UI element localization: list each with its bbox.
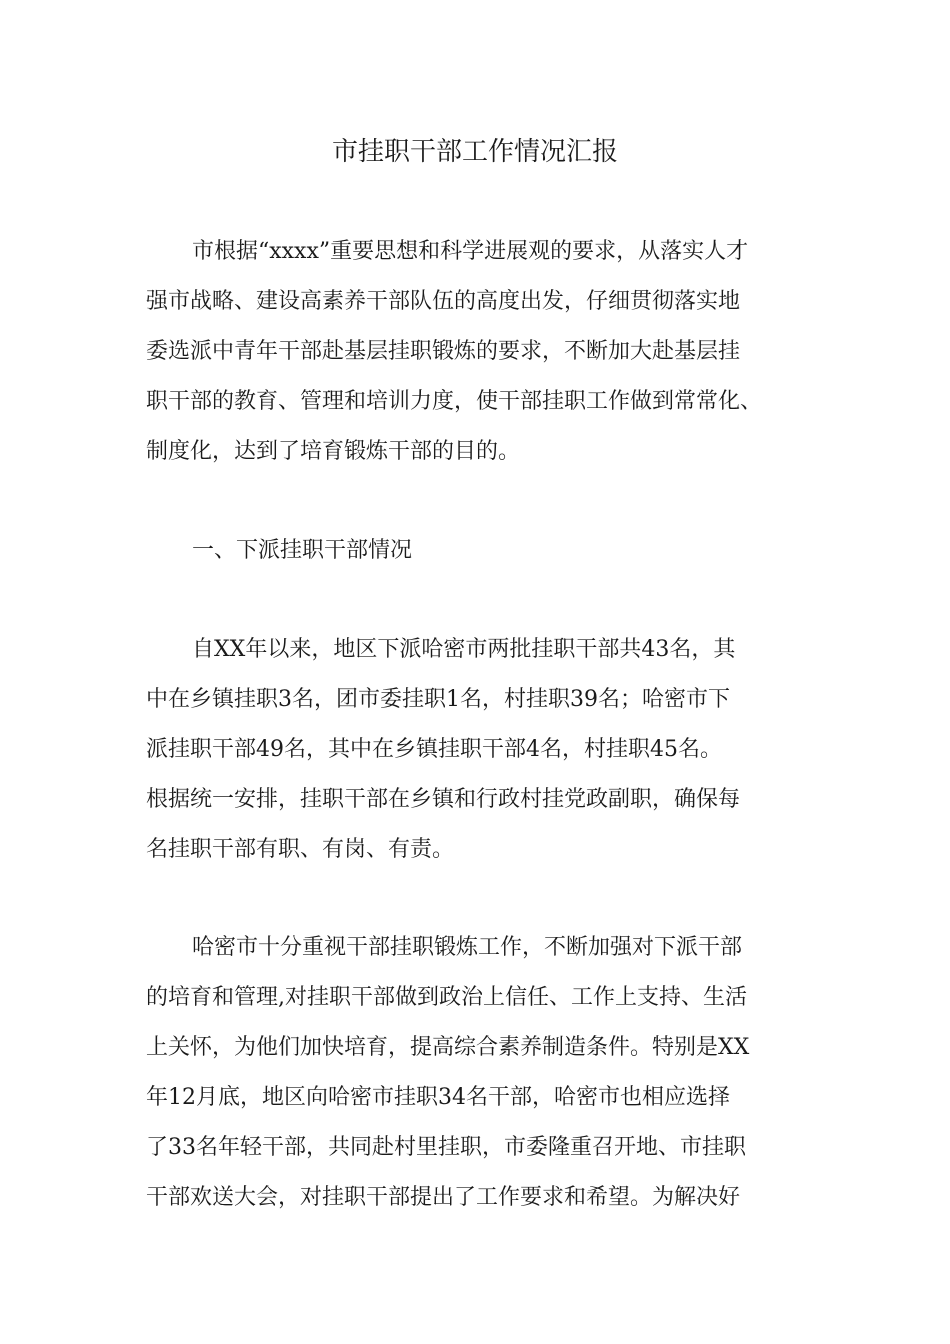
text-line: 年12月底，地区向哈密市挂职34名干部，哈密市也相应选择 (146, 1085, 730, 1110)
text-line: 干部欢送大会，对挂职干部提出了工作要求和希望。为解决好 (146, 1185, 741, 1210)
text-line: 了33名年轻干部，共同赴村里挂职，市委隆重召开地、市挂职 (146, 1135, 746, 1160)
text-line: 中在乡镇挂职3名，团市委挂职1名，村挂职39名；哈密市下 (146, 687, 730, 712)
text-line: 根据统一安排，挂职干部在乡镇和行政村挂党政副职，确保每 (146, 787, 741, 812)
text-line: 自XX年以来，地区下派哈密市两批挂职干部共43名，其 (192, 637, 736, 662)
text-line: 派挂职干部49名，其中在乡镇挂职干部4名，村挂职45名。 (146, 737, 722, 762)
text-line: 名挂职干部有职、有岗、有责。 (146, 837, 455, 862)
paragraph-cadre-stats (146, 625, 826, 875)
text-line: 哈密市十分重视干部挂职锻炼工作，不断加强对下派干部 (192, 935, 743, 960)
text-line: 职干部的教育、管理和培训力度，使干部挂职工作做到常常化、 (146, 389, 763, 414)
section-heading (146, 526, 826, 576)
section-heading-text: 一、下派挂职干部情况 (192, 538, 413, 563)
text-line: 市根据“xxxx”重要思想和科学进展观的要求，从落实人才 (192, 239, 749, 264)
text-line: 制度化，达到了培育锻炼干部的目的。 (146, 439, 521, 464)
paragraph-intro (146, 227, 826, 477)
text-line: 委选派中青年干部赴基层挂职锻炼的要求，不断加大赴基层挂 (146, 339, 741, 364)
paragraph-management (146, 923, 826, 1223)
document-title: 市挂职干部工作情况汇报 (331, 137, 618, 167)
text-line: 上关怀，为他们加快培育，提高综合素养制造条件。特别是XX (146, 1035, 750, 1060)
text-line: 的培育和管理,对挂职干部做到政治上信任、工作上支持、生活 (146, 985, 747, 1010)
text-line: 强市战略、建设高素养干部队伍的高度出发，仔细贯彻落实地 (146, 289, 741, 314)
